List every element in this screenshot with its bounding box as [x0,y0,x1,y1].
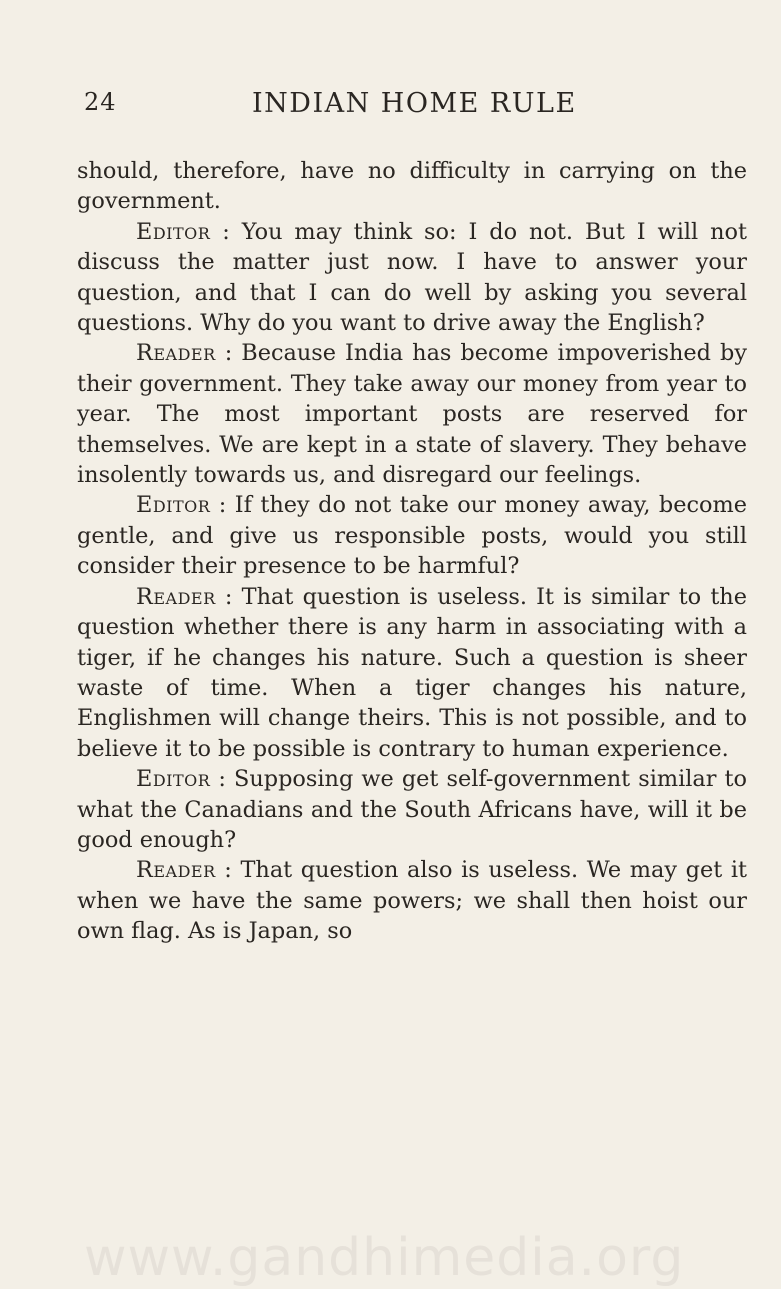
paragraph-reader [77,582,747,764]
speaker-label: Reader [136,583,216,610]
paragraph-text: : Because India has become impoverished by their government. They take away our money from year to year. The most important posts are reserved for themselves. We are kept in a state of slavery. They behave insolently towards us, and disregard our feelings. [77,340,747,489]
speaker-label: Reader [136,340,216,367]
speaker-label: Editor [136,218,211,245]
paragraph-text: should, therefore, have no difficulty in carrying on the government. [77,158,747,215]
page-header [84,88,734,128]
paragraph-reader [77,855,747,946]
paragraph-text: : Supposing we get self-government similar to what the Canadians and the South Africans have, will it be good enough? [77,766,747,853]
paragraph-editor [77,764,747,855]
paragraph-reader [77,338,747,490]
paragraph-text: : That question is useless. It is similar to the question whether there is any harm in associating with a tiger, if he changes his nature. Such a question is sheer waste of time. When a tiger changes his nature, Englishmen will change theirs. This is not possible, and to believe it to be possible is contrary to human experience. [77,583,747,762]
running-title: INDIAN HOME RULE [252,88,577,119]
paragraph-continued [77,156,747,217]
paragraph-text: : That question also is useless. We may get it when we have the same powers; we shall then hoist our own flag. As is Japan, so [77,857,747,945]
body-text [77,156,747,947]
paragraph-editor [77,490,747,581]
watermark: www.gandhimedia.org [84,1228,685,1288]
speaker-label: Reader [136,857,216,884]
speaker-label: Editor [136,766,211,793]
paragraph-text: : If they do not take our money away, become gentle, and give us responsible posts, would you still consider their presence to be harmful? [77,492,747,580]
paragraph-editor [77,217,747,339]
page-number: 24 [84,88,117,116]
speaker-label: Editor [136,492,211,519]
paragraph-text: : You may think so: I do not. But I will not discuss the matter just now. I have to answer your question, and that I can do well by asking you several questions. Why do you want to drive away the English? [77,218,747,337]
